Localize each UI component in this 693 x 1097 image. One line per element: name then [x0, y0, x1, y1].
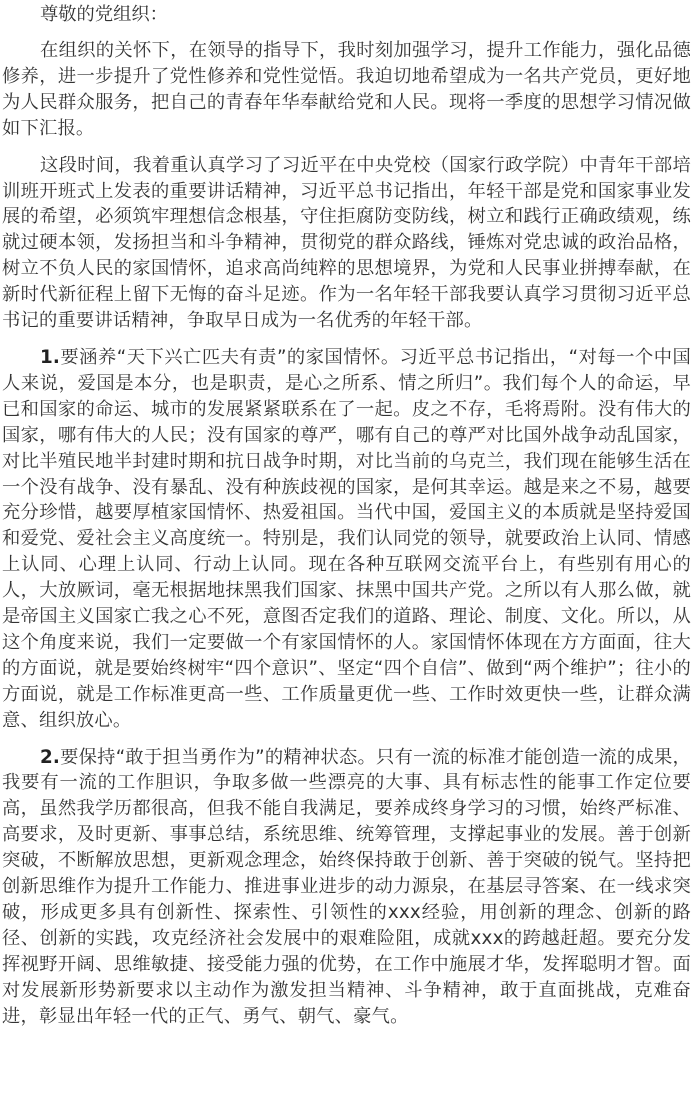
paragraph-point-2	[2, 745, 691, 1030]
paragraph-intro-text: 在组织的关怀下，在领导的指导下，我时刻加强学习，提升工作能力，强化品德修养，进一步提升了党性修养和党性觉悟。我迫切地希望成为一名共产党员，更好地为人民群众服务，把自己的青春年华奉献给党和人民。现将一季度的思想学习情况做如下汇报。	[2, 40, 691, 139]
point-1-number: 1.	[40, 346, 61, 368]
paragraph-intro	[2, 38, 691, 142]
paragraph-study	[2, 153, 691, 334]
point-2-number: 2.	[40, 746, 61, 768]
point-2-text: 要保持“敢于担当勇作为”的精神状态。只有一流的标准才能创造一流的成果，我要有一流的工作胆识，争取多做一些漂亮的大事、具有标志性的能事工作定位要高，虽然我学历都很高，但我不能自我满足，要养成终身学习的习惯，始终严标准、高要求，及时更新、事事总结，系统思维、统筹管理，支撑起事业的发展。善于创新突破，不断解放思想，更新观念理念，始终保持敢于创新、善于突破的锐气。坚持把创新思维作为提升工作能力、推进事业进步的动力源泉，在基层寻答案、在一线求突破，形成更多具有创新性、探索性、引领性的xxx经验，用创新的理念、创新的路径、创新的实践，攻克经济社会发展中的艰难险阻，成就xxx的跨越赶超。要充分发挥视野开阔、思维敏捷、接受能力强的优势，在工作中施展才华，发挥聪明才智。面对发展新形势新要求以主动作为激发担当精神、斗争精神，敢于直面挑战，克难奋进，彰显出年轻一代的正气、勇气、朝气、豪气。	[2, 746, 691, 1027]
paragraph-study-text: 这段时间，我着重认真学习了习近平在中央党校（国家行政学院）中青年干部培训班开班式上发表的重要讲话精神，习近平总书记指出，年轻干部是党和国家事业发展的希望，必须筑牢理想信念根基，守住拒腐防变防线，树立和践行正确政绩观，练就过硬本领，发扬担当和斗争精神，贯彻党的群众路线，锤炼对党忠诚的政治品格，树立不负人民的家国情怀，追求高尚纯粹的思想境界，为党和人民事业拼搏奉献，在新时代新征程上留下无悔的奋斗足迹。作为一名年轻干部我要认真学习贯彻习近平总书记的重要讲话精神，争取早日成为一名优秀的年轻干部。	[2, 154, 691, 332]
paragraph-point-1	[2, 345, 691, 734]
salutation: 尊敬的党组织：	[40, 4, 168, 25]
point-1-text: 要涵养“天下兴亡匹夫有责”的家国情怀。习近平总书记指出，“对每一个中国人来说，爱国是本分，也是职责，是心之所系、情之所归”。我们每个人的命运，早已和国家的命运、城市的发展紧紧联系在了一起。皮之不存，毛将焉附。没有伟大的国家，哪有伟大的人民；没有国家的尊严，哪有自己的尊严对比国外战争动乱国家，对比半殖民地半封建时期和抗日战争时期，对比当前的乌克兰，我们现在能够生活在一个没有战争、没有暴乱、没有种族歧视的国家，是何其幸运。越是来之不易，越要充分珍惜，越要厚植家国情怀、热爱祖国。当代中国，爱国主义的本质就是坚持爱国和爱党、爱社会主义高度统一。特别是，我们认同党的领导，就要政治上认同、情感上认同、心理上认同、行动上认同。现在各种互联网交流平台上，有些别有用心的人，大放厥词，毫无根据地抹黑我们国家、抹黑中国共产党。之所以有人那么做，就是帝国主义国家亡我之心不死，意图否定我们的道路、理论、制度、文化。所以，从这个角度来说，我们一定要做一个有家国情怀的人。家国情怀体现在方方面面，往大的方面说，就是要始终树牢“四个意识”、坚定“四个自信”、做到“两个维护”；往小的方面说，就是工作标准更高一些、工作质量更优一些、工作时效更快一些，让群众满意、组织放心。	[2, 346, 691, 731]
